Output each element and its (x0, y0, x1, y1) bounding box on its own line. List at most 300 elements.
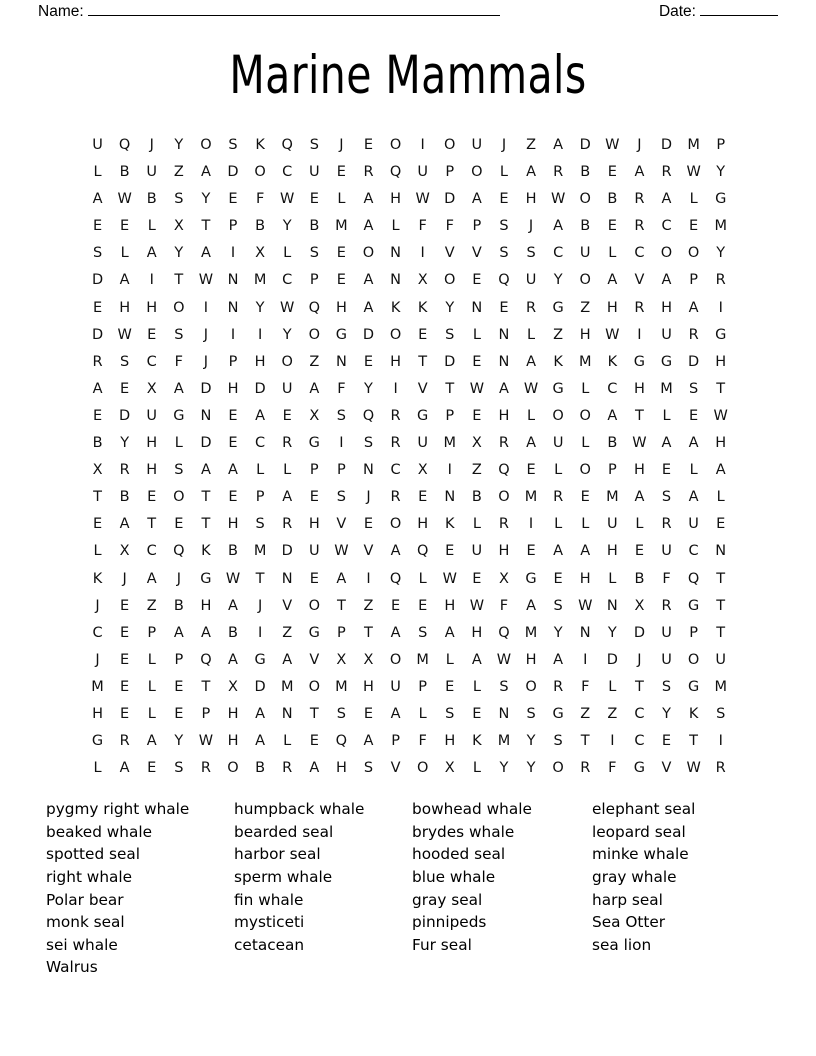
grid-cell[interactable]: R (200, 760, 211, 777)
grid-cell[interactable]: S (553, 733, 563, 750)
word-list-item[interactable]: leopard seal (592, 822, 686, 841)
grid-cell[interactable]: M (91, 678, 104, 695)
grid-cell[interactable]: L (716, 489, 725, 506)
grid-cell[interactable]: U (715, 651, 727, 668)
grid-cell[interactable]: L (147, 705, 156, 722)
grid-cell[interactable]: J (528, 218, 534, 235)
grid-cell[interactable]: V (471, 245, 482, 262)
grid-cell[interactable]: R (498, 435, 509, 452)
grid-cell[interactable]: E (472, 705, 482, 722)
word-list-item[interactable]: bearded seal (234, 822, 334, 841)
grid-cell[interactable]: T (309, 705, 319, 722)
grid-cell[interactable]: K (201, 543, 211, 560)
grid-cell[interactable]: Q (687, 570, 700, 587)
grid-cell[interactable]: G (633, 760, 646, 777)
grid-cell[interactable]: E (634, 543, 644, 560)
grid-cell[interactable]: S (661, 489, 672, 506)
grid-cell[interactable]: X (498, 570, 509, 587)
grid-cell[interactable]: D (254, 380, 266, 397)
grid-cell[interactable]: M (443, 435, 457, 452)
grid-cell[interactable]: E (499, 191, 509, 208)
grid-cell[interactable]: R (580, 760, 591, 777)
grid-cell[interactable]: E (174, 516, 184, 533)
grid-cell[interactable]: O (416, 760, 429, 777)
grid-cell[interactable]: Z (607, 705, 618, 722)
grid-cell[interactable]: N (498, 326, 510, 343)
grid-cell[interactable]: U (579, 245, 591, 262)
grid-cell[interactable]: A (255, 407, 266, 424)
grid-cell[interactable]: P (174, 651, 184, 668)
grid-cell[interactable]: E (363, 137, 374, 153)
grid-cell[interactable]: S (174, 760, 184, 777)
grid-cell[interactable]: U (661, 326, 672, 343)
grid-cell[interactable]: S (363, 435, 374, 452)
grid-cell[interactable]: F (418, 218, 427, 235)
grid-cell[interactable]: Y (364, 380, 373, 397)
grid-cell[interactable]: W (117, 326, 132, 343)
grid-cell[interactable]: T (689, 733, 699, 750)
grid-cell[interactable]: R (390, 489, 401, 506)
grid-cell[interactable]: N (227, 272, 239, 289)
grid-cell[interactable]: J (203, 326, 209, 343)
grid-cell[interactable]: E (390, 597, 401, 614)
grid-cell[interactable]: H (715, 353, 727, 370)
grid-cell[interactable]: Y (662, 705, 671, 722)
grid-cell[interactable]: D (200, 435, 212, 452)
grid-cell[interactable]: B (119, 164, 130, 181)
grid-cell[interactable]: A (553, 543, 564, 560)
grid-cell[interactable]: E (92, 516, 103, 533)
grid-cell[interactable]: K (417, 299, 428, 316)
grid-cell[interactable]: A (688, 299, 699, 316)
grid-cell[interactable]: A (336, 570, 347, 587)
grid-cell[interactable]: P (255, 489, 265, 506)
grid-cell[interactable]: G (552, 299, 564, 316)
grid-cell[interactable]: E (228, 407, 238, 424)
grid-cell[interactable]: B (119, 489, 130, 506)
grid-cell[interactable]: S (499, 678, 509, 695)
grid-cell[interactable]: P (445, 164, 455, 181)
grid-cell[interactable]: J (95, 651, 100, 668)
grid-cell[interactable]: T (201, 678, 211, 695)
grid-cell[interactable]: H (254, 353, 266, 370)
grid-cell[interactable]: K (688, 705, 699, 722)
grid-cell[interactable]: U (661, 543, 672, 560)
grid-cell[interactable]: H (335, 299, 347, 316)
grid-cell[interactable]: V (309, 651, 320, 668)
grid-cell[interactable]: A (526, 597, 536, 614)
grid-cell[interactable]: U (308, 164, 320, 181)
grid-cell[interactable]: C (607, 380, 618, 397)
grid-cell[interactable]: F (337, 380, 346, 397)
grid-cell[interactable]: W (198, 272, 214, 289)
grid-cell[interactable]: L (256, 462, 265, 479)
grid-cell[interactable]: P (309, 462, 319, 479)
grid-cell[interactable]: W (713, 407, 728, 424)
word-list-item[interactable]: Walrus (46, 958, 98, 977)
grid-cell[interactable]: W (632, 435, 647, 452)
grid-cell[interactable]: A (661, 435, 672, 452)
grid-cell[interactable]: M (714, 218, 727, 235)
grid-cell[interactable]: S (255, 516, 265, 533)
grid-cell[interactable]: J (366, 489, 371, 506)
grid-cell[interactable]: E (228, 191, 238, 208)
grid-cell[interactable]: E (309, 570, 319, 587)
grid-cell[interactable]: Z (580, 705, 591, 722)
grid-cell[interactable]: A (363, 299, 374, 316)
grid-cell[interactable]: N (227, 299, 239, 316)
grid-cell[interactable]: N (281, 570, 293, 587)
grid-cell[interactable]: J (339, 137, 344, 153)
grid-cell[interactable]: O (173, 299, 185, 316)
grid-cell[interactable]: L (689, 191, 698, 208)
grid-cell[interactable]: O (389, 651, 402, 668)
grid-cell[interactable]: R (634, 299, 645, 316)
grid-cell[interactable]: L (635, 516, 644, 533)
grid-cell[interactable]: P (309, 272, 319, 289)
grid-cell[interactable]: X (146, 380, 157, 397)
grid-cell[interactable]: C (282, 272, 293, 289)
grid-cell[interactable]: E (92, 299, 103, 316)
grid-cell[interactable]: L (93, 543, 102, 560)
grid-cell[interactable]: U (308, 543, 320, 560)
grid-cell[interactable]: H (119, 299, 131, 316)
grid-cell[interactable]: S (526, 245, 536, 262)
grid-cell[interactable]: E (472, 272, 482, 289)
grid-cell[interactable]: C (92, 624, 103, 641)
grid-cell[interactable]: T (336, 597, 346, 614)
grid-cell[interactable]: T (364, 624, 373, 641)
word-list-item[interactable]: pygmy right whale (46, 800, 190, 819)
grid-cell[interactable]: Q (362, 407, 375, 424)
grid-cell[interactable]: R (715, 272, 726, 289)
grid-cell[interactable]: O (579, 462, 591, 479)
grid-cell[interactable]: H (146, 435, 158, 452)
grid-cell[interactable]: I (610, 733, 615, 750)
grid-cell[interactable]: H (335, 760, 347, 777)
grid-cell[interactable]: K (553, 353, 563, 370)
word-list-item[interactable]: harbor seal (234, 845, 321, 864)
word-search-grid[interactable] (84, 132, 746, 782)
grid-cell[interactable]: C (255, 435, 266, 452)
grid-cell[interactable]: O (281, 353, 293, 370)
grid-cell[interactable]: W (280, 191, 295, 208)
grid-cell[interactable]: C (634, 733, 645, 750)
grid-cell[interactable]: L (391, 218, 400, 235)
grid-cell[interactable]: Y (174, 733, 184, 750)
grid-cell[interactable]: Z (471, 462, 482, 479)
grid-cell[interactable]: X (363, 651, 374, 668)
grid-cell[interactable]: Q (389, 570, 402, 587)
grid-cell[interactable]: G (687, 678, 700, 695)
grid-cell[interactable]: P (607, 462, 617, 479)
grid-cell[interactable]: A (282, 651, 293, 668)
grid-cell[interactable]: L (147, 678, 156, 695)
grid-cell[interactable]: H (498, 407, 510, 424)
grid-cell[interactable]: X (336, 651, 347, 668)
word-list-item[interactable]: brydes whale (412, 822, 515, 841)
grid-cell[interactable]: Q (498, 624, 510, 641)
grid-cell[interactable]: H (363, 678, 374, 695)
grid-cell[interactable]: E (309, 489, 319, 506)
grid-cell[interactable]: O (308, 326, 320, 343)
grid-cell[interactable]: V (444, 245, 455, 262)
grid-cell[interactable]: W (686, 760, 701, 777)
grid-cell[interactable]: G (687, 597, 700, 614)
grid-cell[interactable]: N (471, 299, 483, 316)
grid-cell[interactable]: A (390, 624, 401, 641)
grid-cell[interactable]: F (445, 218, 454, 235)
grid-cell[interactable]: N (281, 705, 293, 722)
grid-cell[interactable]: Q (498, 272, 510, 289)
grid-cell[interactable]: M (687, 137, 700, 153)
grid-cell[interactable]: R (661, 597, 672, 614)
grid-cell[interactable]: E (120, 380, 130, 397)
grid-cell[interactable]: H (579, 326, 591, 343)
word-list-item[interactable]: monk seal (46, 913, 125, 932)
grid-cell[interactable]: B (309, 218, 320, 235)
grid-cell[interactable]: A (200, 245, 211, 262)
grid-cell[interactable]: C (146, 353, 157, 370)
grid-cell[interactable]: N (390, 272, 401, 289)
grid-cell[interactable]: Z (173, 164, 184, 181)
grid-cell[interactable]: M (660, 380, 673, 397)
grid-cell[interactable]: E (418, 326, 428, 343)
grid-cell[interactable]: E (499, 299, 509, 316)
grid-cell[interactable]: D (254, 678, 266, 695)
grid-cell[interactable]: A (634, 164, 645, 181)
grid-cell[interactable]: O (498, 489, 510, 506)
grid-cell[interactable]: E (661, 733, 672, 750)
grid-cell[interactable]: R (282, 435, 293, 452)
grid-cell[interactable]: B (634, 570, 645, 587)
grid-cell[interactable]: A (553, 218, 564, 235)
grid-cell[interactable]: X (119, 543, 130, 560)
grid-cell[interactable]: R (282, 516, 293, 533)
grid-cell[interactable]: Z (309, 353, 320, 370)
grid-cell[interactable]: D (362, 326, 375, 343)
grid-cell[interactable]: L (581, 380, 590, 397)
grid-cell[interactable]: A (607, 407, 618, 424)
grid-cell[interactable]: E (120, 218, 130, 235)
grid-cell[interactable]: W (496, 651, 512, 668)
grid-cell[interactable]: Y (445, 299, 455, 316)
grid-cell[interactable]: E (174, 678, 184, 695)
grid-cell[interactable]: W (198, 733, 214, 750)
grid-cell[interactable]: J (637, 651, 642, 668)
grid-cell[interactable]: L (337, 191, 346, 208)
grid-cell[interactable]: V (417, 380, 428, 397)
grid-cell[interactable]: O (579, 191, 591, 208)
grid-cell[interactable]: S (336, 407, 346, 424)
grid-cell[interactable]: A (444, 624, 455, 641)
grid-cell[interactable]: W (605, 326, 620, 343)
grid-cell[interactable]: S (309, 245, 319, 262)
grid-cell[interactable]: E (553, 570, 563, 587)
grid-cell[interactable]: M (335, 218, 348, 235)
grid-cell[interactable]: A (363, 218, 374, 235)
grid-cell[interactable]: A (661, 191, 672, 208)
grid-cell[interactable]: S (336, 489, 346, 506)
grid-cell[interactable]: Y (174, 137, 184, 153)
grid-cell[interactable]: R (688, 326, 699, 343)
word-list-item[interactable]: Sea Otter (592, 913, 666, 932)
grid-cell[interactable]: I (257, 624, 263, 641)
grid-cell[interactable]: H (661, 299, 672, 316)
grid-cell[interactable]: J (149, 137, 154, 153)
word-list-item[interactable]: Fur seal (412, 935, 472, 954)
grid-cell[interactable]: P (716, 137, 726, 153)
grid-cell[interactable]: A (309, 760, 320, 777)
grid-cell[interactable]: S (661, 678, 672, 695)
grid-cell[interactable]: S (499, 218, 509, 235)
grid-cell[interactable]: V (363, 543, 374, 560)
grid-cell[interactable]: O (660, 245, 673, 262)
grid-cell[interactable]: M (335, 678, 348, 695)
grid-cell[interactable]: N (363, 462, 374, 479)
grid-cell[interactable]: H (227, 733, 239, 750)
grid-cell[interactable]: H (390, 191, 402, 208)
grid-cell[interactable]: X (309, 407, 320, 424)
grid-cell[interactable]: Z (146, 597, 157, 614)
grid-cell[interactable]: H (146, 299, 158, 316)
grid-cell[interactable]: S (689, 380, 699, 397)
grid-cell[interactable]: E (689, 218, 699, 235)
word-list-item[interactable]: gray seal (412, 890, 483, 909)
grid-cell[interactable]: C (634, 705, 645, 722)
grid-cell[interactable]: S (553, 597, 563, 614)
grid-cell[interactable]: W (605, 137, 620, 153)
grid-cell[interactable]: H (308, 516, 320, 533)
grid-cell[interactable]: W (280, 299, 295, 316)
grid-cell[interactable]: O (227, 760, 239, 777)
word-list-item[interactable]: harp seal (592, 890, 663, 909)
word-list-item[interactable]: blue whale (412, 868, 496, 887)
grid-cell[interactable]: S (363, 760, 374, 777)
grid-cell[interactable]: A (553, 137, 564, 153)
grid-cell[interactable]: I (718, 299, 723, 316)
grid-cell[interactable]: W (686, 164, 701, 181)
grid-cell[interactable]: R (390, 407, 401, 424)
grid-cell[interactable]: H (146, 462, 158, 479)
grid-cell[interactable]: I (257, 326, 263, 343)
grid-cell[interactable]: R (526, 299, 537, 316)
grid-cell[interactable]: U (92, 137, 103, 153)
grid-cell[interactable]: I (339, 435, 344, 452)
grid-cell[interactable]: A (526, 435, 536, 452)
grid-cell[interactable]: A (228, 651, 238, 668)
word-list-item[interactable]: cetacean (234, 935, 305, 954)
grid-cell[interactable]: A (634, 489, 645, 506)
grid-cell[interactable]: C (390, 462, 401, 479)
grid-cell[interactable]: H (525, 191, 537, 208)
grid-cell[interactable]: L (472, 326, 481, 343)
grid-cell[interactable]: A (92, 191, 103, 208)
grid-cell[interactable]: O (687, 245, 700, 262)
grid-cell[interactable]: S (120, 353, 130, 370)
grid-cell[interactable]: C (282, 164, 293, 181)
grid-cell[interactable]: E (661, 462, 672, 479)
grid-cell[interactable]: A (363, 733, 374, 750)
grid-cell[interactable]: K (607, 353, 618, 370)
word-list-item[interactable]: right whale (46, 868, 133, 887)
grid-cell[interactable]: P (337, 462, 346, 479)
grid-cell[interactable]: R (634, 191, 645, 208)
grid-cell[interactable]: A (715, 462, 726, 479)
grid-cell[interactable]: O (308, 597, 320, 614)
grid-cell[interactable]: T (255, 570, 265, 587)
grid-cell[interactable]: H (444, 733, 456, 750)
grid-cell[interactable]: A (553, 651, 564, 668)
word-list-item[interactable]: sea lion (592, 935, 652, 954)
grid-cell[interactable]: E (472, 407, 482, 424)
grid-cell[interactable]: L (472, 516, 481, 533)
grid-cell[interactable]: A (661, 272, 672, 289)
grid-cell[interactable]: L (608, 245, 617, 262)
grid-cell[interactable]: F (581, 678, 590, 695)
grid-cell[interactable]: L (662, 407, 671, 424)
grid-cell[interactable]: D (119, 407, 131, 424)
grid-cell[interactable]: J (122, 570, 127, 587)
grid-cell[interactable]: L (147, 218, 156, 235)
grid-cell[interactable]: E (336, 245, 346, 262)
grid-cell[interactable]: B (228, 543, 238, 560)
word-list-item[interactable]: pinnipeds (412, 913, 487, 932)
grid-cell[interactable]: U (471, 137, 483, 153)
grid-cell[interactable]: R (390, 435, 401, 452)
grid-cell[interactable]: E (120, 597, 130, 614)
grid-cell[interactable]: E (336, 164, 346, 181)
grid-cell[interactable]: L (581, 435, 590, 452)
grid-cell[interactable]: X (417, 462, 428, 479)
grid-cell[interactable]: R (661, 164, 672, 181)
grid-cell[interactable]: W (117, 191, 132, 208)
grid-cell[interactable]: G (417, 407, 429, 424)
grid-cell[interactable]: D (227, 164, 239, 181)
grid-cell[interactable]: M (714, 678, 727, 695)
grid-cell[interactable]: Y (201, 191, 211, 208)
grid-cell[interactable]: G (660, 353, 673, 370)
grid-cell[interactable]: B (255, 218, 266, 235)
grid-cell[interactable]: O (552, 407, 564, 424)
grid-cell[interactable]: H (633, 380, 645, 397)
grid-cell[interactable]: R (119, 733, 130, 750)
grid-cell[interactable]: I (583, 651, 588, 668)
grid-cell[interactable]: X (471, 435, 482, 452)
grid-cell[interactable]: W (415, 191, 430, 208)
grid-cell[interactable]: M (253, 272, 267, 289)
grid-cell[interactable]: S (716, 705, 726, 722)
grid-cell[interactable]: H (498, 543, 510, 560)
word-list-item[interactable]: bowhead whale (412, 800, 532, 819)
grid-cell[interactable]: Y (716, 164, 726, 181)
grid-cell[interactable]: S (228, 137, 238, 153)
grid-cell[interactable]: A (363, 272, 374, 289)
grid-cell[interactable]: A (119, 760, 130, 777)
grid-cell[interactable]: M (524, 489, 538, 506)
grid-cell[interactable]: Y (499, 760, 509, 777)
grid-cell[interactable]: O (579, 407, 591, 424)
grid-cell[interactable]: I (366, 570, 371, 587)
grid-cell[interactable]: L (445, 651, 454, 668)
grid-cell[interactable]: T (201, 516, 211, 533)
grid-cell[interactable]: I (637, 326, 642, 343)
grid-cell[interactable]: A (282, 489, 293, 506)
grid-cell[interactable]: A (688, 489, 699, 506)
grid-cell[interactable]: I (718, 733, 723, 750)
grid-cell[interactable]: D (606, 651, 618, 668)
grid-cell[interactable]: F (255, 191, 265, 208)
